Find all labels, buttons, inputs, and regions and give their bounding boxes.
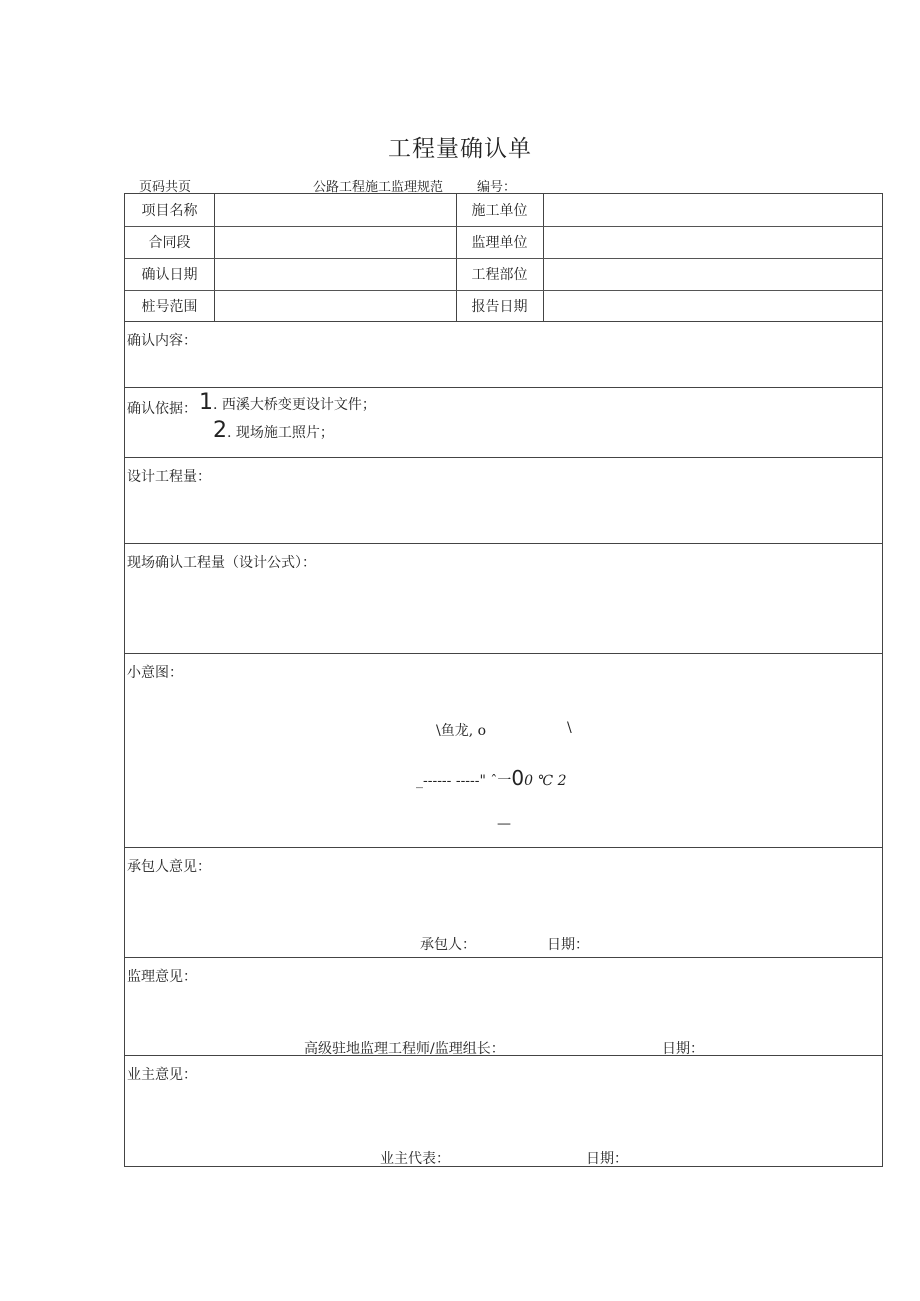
supervision-unit-field[interactable] xyxy=(543,226,882,258)
form-number-label: 编号： xyxy=(477,180,517,195)
supervisor-date-label: 日期： xyxy=(662,1041,704,1057)
label-confirm-date: 确认日期 xyxy=(141,267,198,283)
standard-name: 公路工程施工监理规范 xyxy=(313,180,444,195)
owner-signature-label: 业主代表： xyxy=(380,1151,450,1167)
sketch-text-1: \鱼龙, o xyxy=(436,723,487,739)
construction-unit-field[interactable] xyxy=(543,194,882,226)
basis-item-2-text: . 现场施工照片； xyxy=(227,425,334,441)
site-quantity-label: 现场确认工程量（设计公式）： xyxy=(127,555,316,571)
contractor-opinion-section[interactable] xyxy=(124,848,883,958)
page-count: 页码共页 xyxy=(139,180,192,195)
design-quantity-label: 设计工程量： xyxy=(127,469,211,485)
sketch-mark: — xyxy=(497,816,511,832)
label-contract-section: 合同段 xyxy=(148,235,191,251)
project-name-field[interactable] xyxy=(214,194,456,226)
station-range-field[interactable] xyxy=(214,290,456,322)
contractor-opinion-label: 承包人意见： xyxy=(127,859,211,875)
confirm-date-field[interactable] xyxy=(214,258,456,290)
owner-opinion-section[interactable] xyxy=(124,1056,883,1167)
work-part-field[interactable] xyxy=(543,258,882,290)
sketch-dash-line xyxy=(416,766,567,790)
supervisor-opinion-section[interactable] xyxy=(124,958,883,1056)
sketch-zero: 0 xyxy=(511,766,525,790)
label-report-date: 报告日期 xyxy=(471,299,528,315)
supervisor-opinion-label: 监理意见： xyxy=(127,969,197,985)
sketch-code: 0 ℃ 2 xyxy=(524,773,567,789)
label-work-part: 工程部位 xyxy=(471,267,528,283)
contractor-signature-label: 承包人： xyxy=(420,937,476,953)
sketch-text-2: \ xyxy=(567,720,572,736)
owner-date-label: 日期： xyxy=(586,1151,628,1167)
basis-label: 确认依据： xyxy=(127,401,197,417)
basis-item-1-number: 1 xyxy=(199,390,213,415)
info-table xyxy=(124,193,883,322)
design-quantity-section[interactable] xyxy=(124,458,883,544)
label-supervision-unit: 监理单位 xyxy=(471,235,528,251)
site-quantity-section[interactable] xyxy=(124,544,883,654)
owner-opinion-label: 业主意见： xyxy=(127,1067,197,1083)
basis-item-2 xyxy=(213,418,334,443)
sketch-label: 小意图： xyxy=(127,665,183,681)
content-label: 确认内容： xyxy=(127,333,197,349)
label-construction-unit: 施工单位 xyxy=(471,203,528,219)
basis-item-1-text: . 西溪大桥变更设计文件； xyxy=(213,397,376,413)
label-project-name: 项目名称 xyxy=(141,203,198,219)
basis-item-1 xyxy=(199,390,376,415)
contractor-date-label: 日期： xyxy=(547,937,589,953)
basis-section xyxy=(124,388,883,458)
content-section[interactable] xyxy=(124,322,883,388)
form-title: 工程量确认单 xyxy=(388,136,532,162)
report-date-field[interactable] xyxy=(543,290,882,322)
supervisor-signature-label: 高级驻地监理工程师/监理组长： xyxy=(304,1041,505,1057)
sketch-section xyxy=(124,654,883,848)
contract-section-field[interactable] xyxy=(214,226,456,258)
basis-item-2-number: 2 xyxy=(213,418,227,443)
sketch-dash-text: _------ -----" ˆ一 xyxy=(416,773,512,789)
label-station-range: 桩号范围 xyxy=(141,299,198,315)
